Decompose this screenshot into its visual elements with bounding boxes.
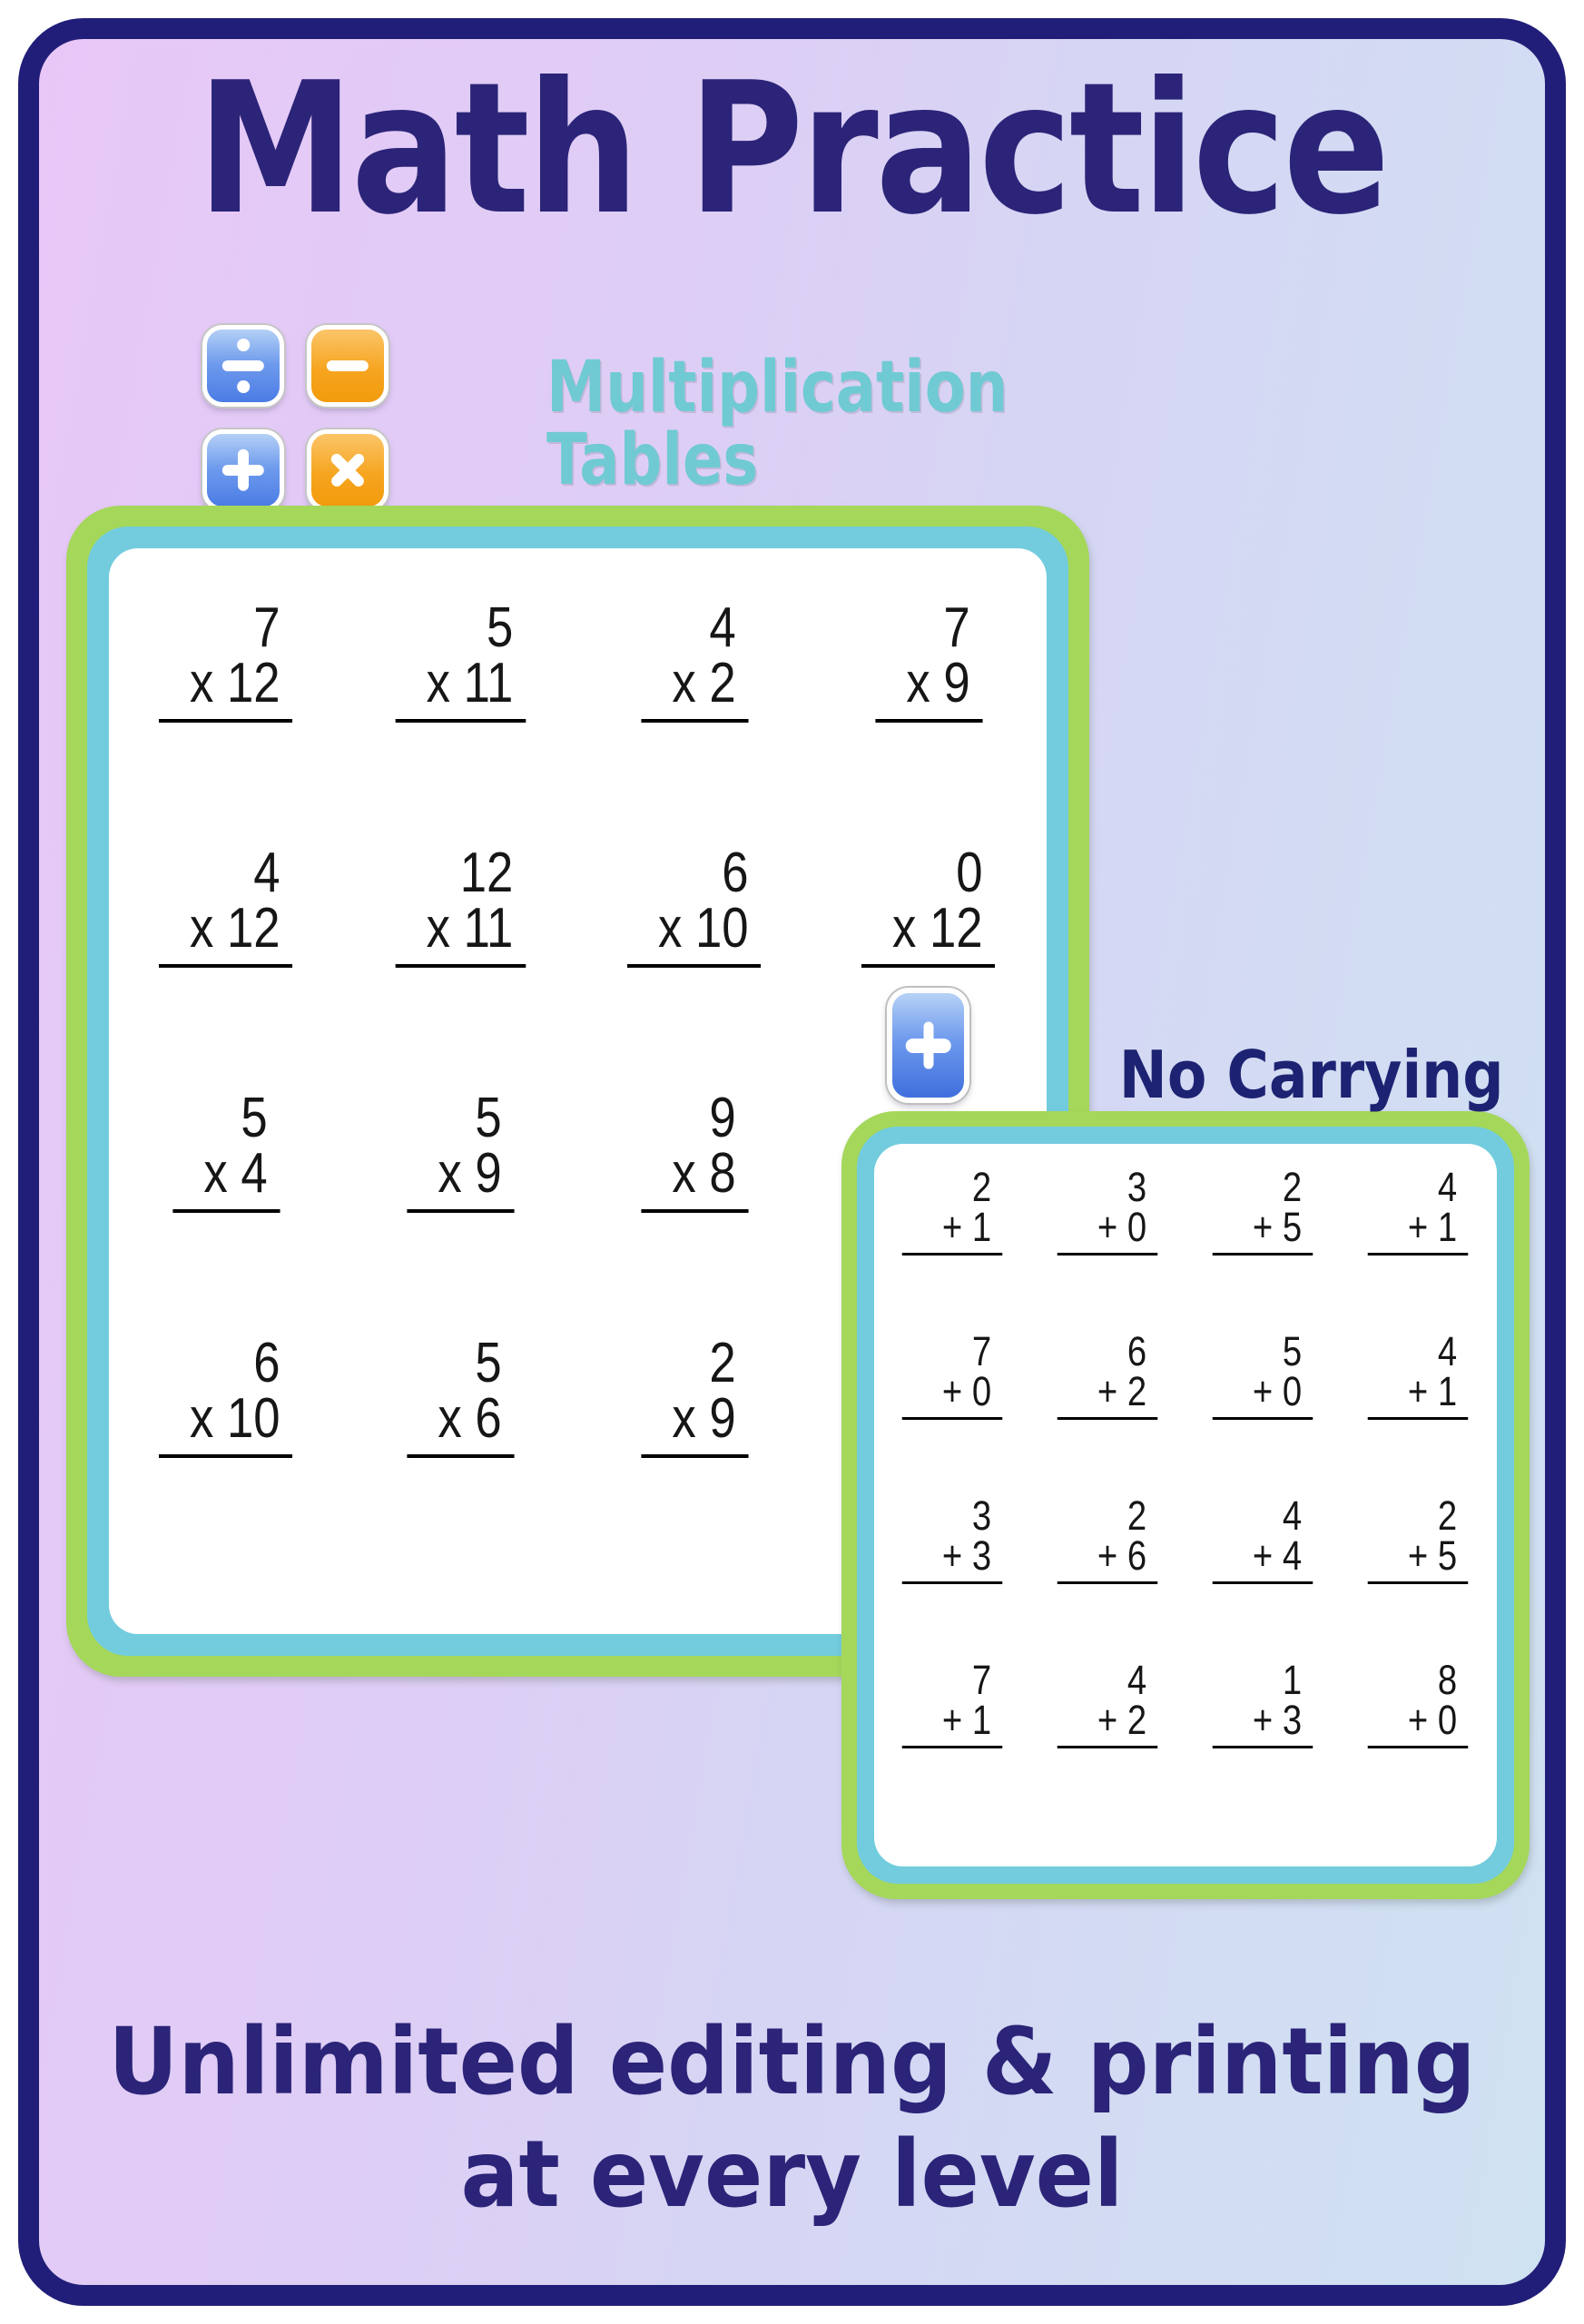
operand-top: 5 [486, 596, 514, 659]
operand-top: 2 [971, 1164, 991, 1210]
math-problem [395, 596, 525, 723]
plus-icon[interactable] [202, 429, 284, 511]
math-problem [407, 1087, 514, 1213]
addition-problems [874, 1144, 1497, 1801]
operand-bottom: + 0 [1407, 1697, 1457, 1744]
operand-bottom: + 1 [1407, 1204, 1457, 1251]
operand-bottom: + 1 [1407, 1368, 1457, 1415]
operand-bottom: + 1 [941, 1697, 991, 1744]
operand-top: 7 [971, 1657, 991, 1703]
math-problem [407, 1332, 514, 1458]
math-problem [901, 1657, 1001, 1748]
add-worksheet-button[interactable] [887, 988, 969, 1103]
operand-top: 5 [475, 1332, 502, 1394]
operand-bottom: + 2 [1097, 1368, 1146, 1415]
operand-top: 4 [709, 596, 736, 659]
math-problem [1212, 1492, 1312, 1584]
operand-top: 6 [1127, 1328, 1146, 1374]
operand-bottom: x 8 [672, 1141, 736, 1205]
operand-top: 5 [1282, 1328, 1302, 1374]
operand-bottom: x 12 [892, 896, 984, 960]
operand-top: 6 [722, 842, 750, 904]
operand-bottom: + 5 [1252, 1204, 1302, 1251]
math-problem [172, 1087, 280, 1213]
math-problem [1367, 1164, 1467, 1256]
operand-bottom: + 3 [1252, 1697, 1302, 1744]
operand-top: 1 [1282, 1657, 1302, 1703]
math-problem [159, 596, 292, 723]
operand-top: 3 [1127, 1164, 1146, 1210]
operand-bottom: x 2 [672, 651, 736, 714]
operand-bottom: + 0 [1097, 1204, 1146, 1251]
operand-top: 3 [971, 1492, 991, 1539]
operand-top: 8 [1437, 1657, 1457, 1703]
operand-bottom: + 1 [941, 1204, 991, 1251]
operand-top: 2 [1282, 1164, 1302, 1210]
operand-bottom: x 9 [438, 1141, 502, 1205]
operand-top: 4 [1127, 1657, 1146, 1703]
operand-bottom: x 9 [672, 1386, 736, 1450]
math-problem [875, 596, 982, 723]
math-problem [901, 1492, 1001, 1584]
operand-bottom: + 4 [1252, 1532, 1302, 1580]
operand-top: 4 [1437, 1328, 1457, 1374]
operand-bottom: x 10 [190, 1386, 281, 1450]
operand-bottom: + 2 [1097, 1697, 1146, 1744]
math-problem [1057, 1492, 1156, 1584]
minus-bar [327, 360, 369, 371]
operand-bottom: x 9 [906, 651, 970, 714]
math-problem [861, 842, 995, 968]
math-problem [1367, 1657, 1467, 1748]
operand-top: 5 [241, 1087, 268, 1149]
plus-bar-v [238, 449, 249, 491]
operand-bottom: + 5 [1407, 1532, 1457, 1580]
operand-top: 12 [459, 842, 514, 904]
math-problem [1212, 1657, 1312, 1748]
math-problem [159, 842, 292, 968]
operation-icons [202, 325, 389, 511]
math-problem [1212, 1164, 1312, 1256]
operand-top: 4 [1282, 1492, 1302, 1539]
math-problem [641, 596, 748, 723]
operand-bottom: x 4 [203, 1141, 268, 1205]
math-problem [395, 842, 525, 968]
operand-bottom: + 0 [941, 1368, 991, 1415]
operand-bottom: x 12 [190, 896, 281, 960]
operand-top: 7 [971, 1328, 991, 1374]
divide-dot-top [237, 339, 250, 351]
operand-top: 2 [709, 1332, 736, 1394]
no-carrying-label: No Carrying [1119, 1037, 1504, 1113]
math-problem [159, 1332, 292, 1458]
operand-bottom: x 6 [438, 1386, 502, 1450]
math-problem [1367, 1492, 1467, 1584]
operand-bottom: x 11 [426, 651, 514, 714]
operand-top: 0 [956, 842, 984, 904]
operand-top: 6 [253, 1332, 281, 1394]
operand-bottom: + 6 [1097, 1532, 1146, 1580]
math-problem [1212, 1328, 1312, 1420]
operand-top: 2 [1437, 1492, 1457, 1539]
tagline-line2: at every level [460, 2121, 1124, 2230]
operand-top: 7 [253, 596, 281, 659]
divide-bar [222, 360, 264, 371]
math-problem [901, 1164, 1001, 1256]
operand-bottom: + 3 [941, 1532, 991, 1580]
math-problem [1057, 1657, 1156, 1748]
math-problem [627, 842, 761, 968]
math-problem [641, 1087, 748, 1213]
plus-bar-v [923, 1021, 933, 1069]
divide-icon[interactable] [202, 325, 284, 407]
operand-top: 4 [253, 842, 281, 904]
operand-bottom: x 11 [426, 896, 514, 960]
math-problem [1057, 1328, 1156, 1420]
divide-dot-bottom [237, 380, 250, 393]
tagline-line1: Unlimited editing & printing [108, 2008, 1476, 2116]
tagline [55, 2006, 1529, 2232]
math-problem [641, 1332, 748, 1458]
operand-bottom: + 0 [1252, 1368, 1302, 1415]
math-problem [1367, 1328, 1467, 1420]
minus-icon[interactable] [307, 325, 389, 407]
operand-bottom: x 10 [658, 896, 750, 960]
operand-top: 5 [475, 1087, 502, 1149]
operand-top: 2 [1127, 1492, 1146, 1539]
math-problem [1057, 1164, 1156, 1256]
multiply-icon[interactable] [307, 429, 389, 511]
operand-top: 4 [1437, 1164, 1457, 1210]
math-problem [901, 1328, 1001, 1420]
operand-bottom: x 12 [190, 651, 281, 714]
operand-top: 9 [709, 1087, 736, 1149]
operand-top: 7 [943, 596, 970, 659]
multiplication-tables-label: Multiplication Tables [546, 347, 1008, 501]
page-title: Math Practice [197, 44, 1387, 255]
